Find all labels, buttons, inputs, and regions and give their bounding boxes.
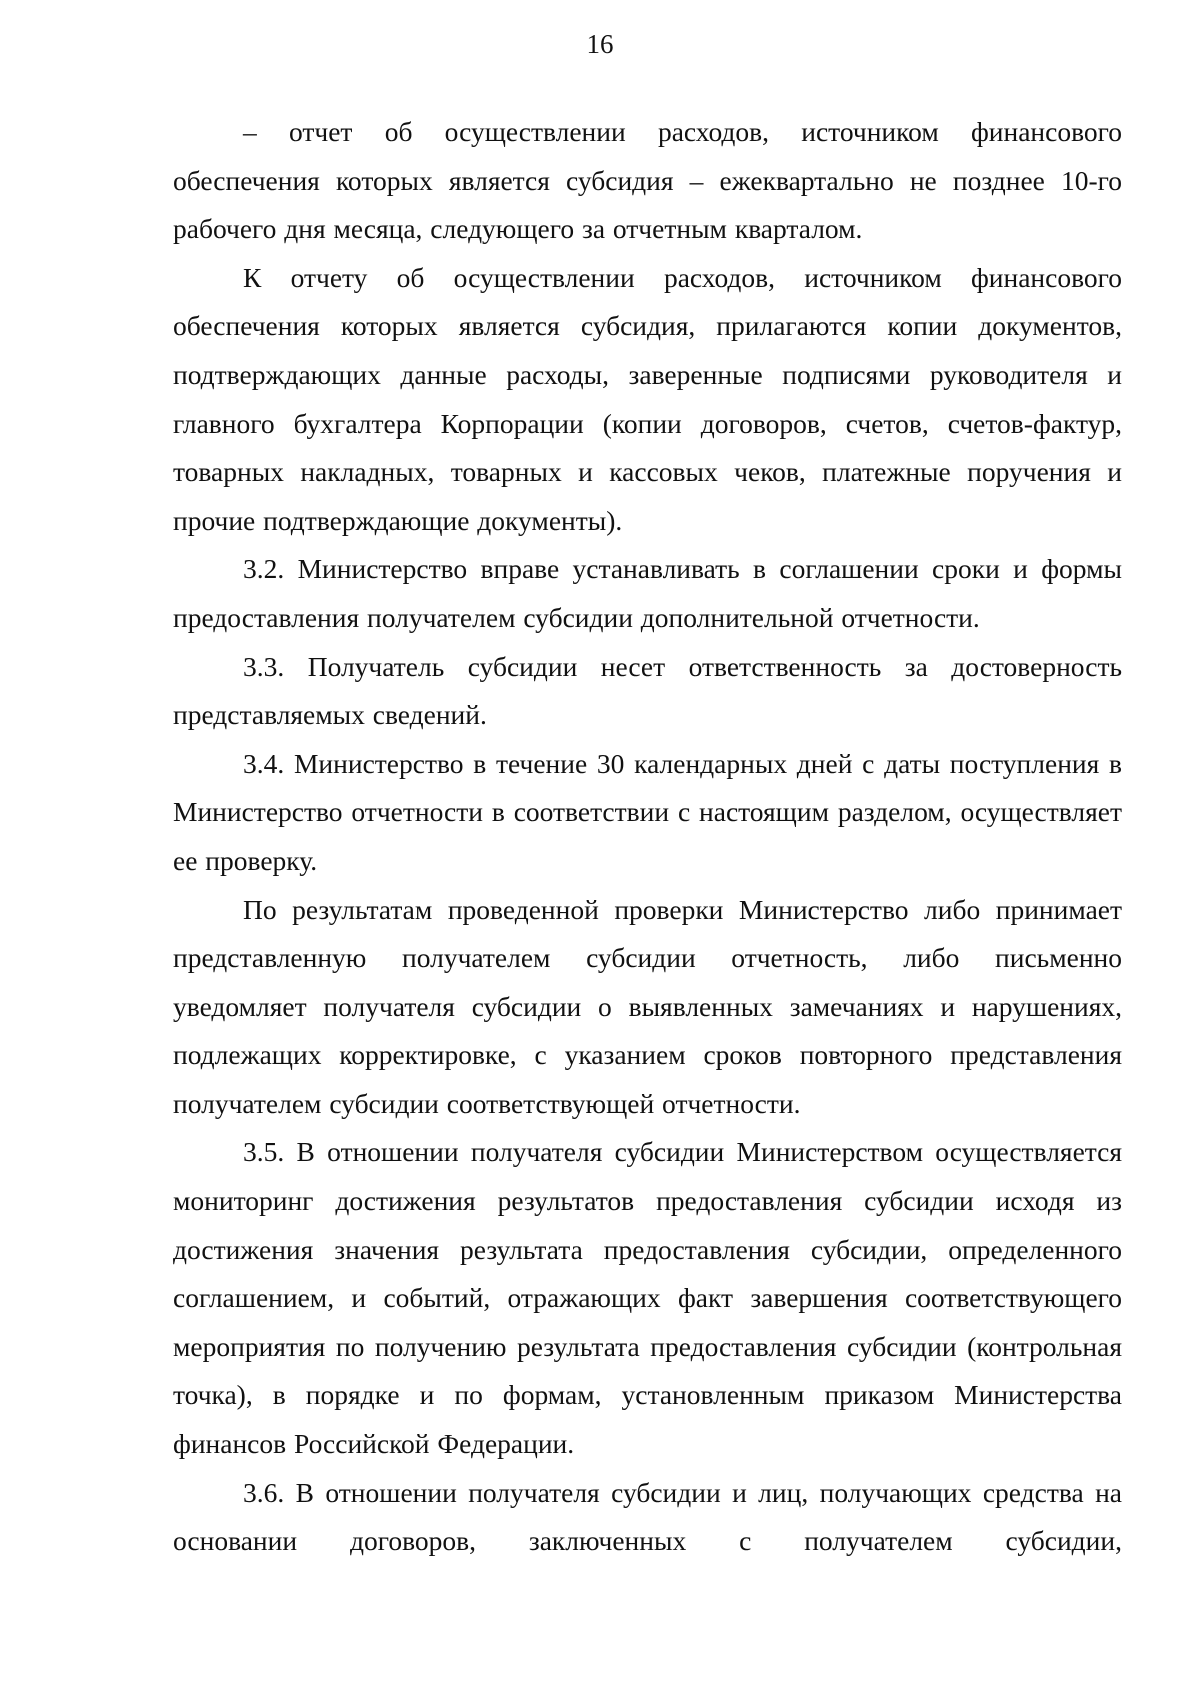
- page-number: 16: [586, 29, 614, 59]
- paragraph-3-4: 3.4. Министерство в течение 30 календарных дней с даты поступления в Министерство отчетности в соответствии с настоящим разделом, осуществляет ее проверку.: [173, 747, 1122, 876]
- paragraph-report-attachments: К отчету об осуществлении расходов, источником финансового обеспечения которых является субсидия, прилагаются копии документов, подтверждающих данные расходы, заверенные подписями руководителя и главного бухгалтера Корпорации (копии договоров, счетов, счетов-фактур, товарных накладных, товарных и кассовых чеков, платежные поручения и прочие подтверждающие документы).: [173, 261, 1122, 536]
- paragraph-3-3: 3.3. Получатель субсидии несет ответственность за достоверность представляемых сведений.: [173, 650, 1122, 731]
- paragraph-review-results: По результатам проведенной проверки Министерство либо принимает представленную получателем субсидии отчетность, либо письменно уведомляет получателя субсидии о выявленных замечаниях и нарушениях, подлежащих корректировке, с указанием сроков повторного представления получателем субсидии соответствующей отчетности.: [173, 893, 1122, 1119]
- paragraph-3-5: 3.5. В отношении получателя субсидии Министерством осуществляется мониторинг достижения результатов предоставления субсидии исходя из достижения значения результата предоставления субсидии, определенного соглашением, и событий, отражающих факт завершения соответствующего мероприятия по получению результата предоставления субсидии (контрольная точка), в порядке и по формам, установленным приказом Министерства финансов Российской Федерации.: [173, 1136, 1122, 1460]
- paragraph-3-2: 3.2. Министерство вправе устанавливать в соглашении сроки и формы предоставления получателем субсидии дополнительной отчетности.: [173, 553, 1122, 633]
- paragraph-report-expenses: – отчет об осуществлении расходов, источником финансового обеспечения которых является субсидия – ежеквартально не позднее 10-го рабочего дня месяца, следующего за отчетным кварталом.: [173, 116, 1122, 245]
- document-body: [173, 108, 1122, 1566]
- paragraph-3-6: 3.6. В отношении получателя субсидии и лиц, получающих средства на основании договоров, заключенных с получателем субсидии,: [173, 1476, 1122, 1557]
